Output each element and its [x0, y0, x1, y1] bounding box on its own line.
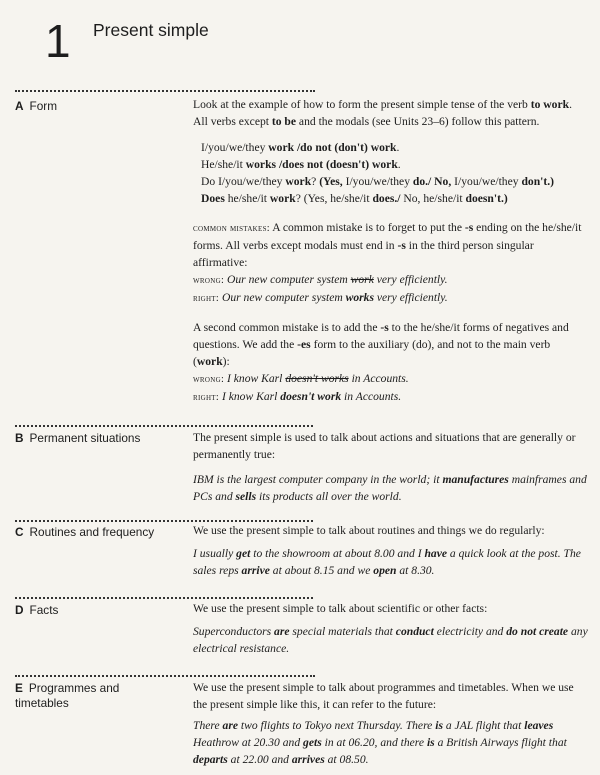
text-run: wrong:: [193, 374, 225, 385]
text-run: work /do not (don't) work: [268, 141, 397, 154]
section-a-body: [193, 96, 588, 406]
text-run: is: [426, 736, 435, 749]
text-run: .: [397, 158, 401, 171]
form-line: [201, 139, 588, 156]
text-run: right:: [193, 293, 220, 304]
text-run: do./ No,: [412, 175, 452, 188]
section-example: [193, 471, 588, 505]
text-run: are: [222, 719, 238, 732]
text-run: wrong:: [193, 275, 225, 286]
text-run: work: [350, 273, 374, 286]
section-b-body: [193, 429, 588, 505]
text-run: The present simple is used to talk about actions and situations that are generally or permanently true:: [193, 431, 576, 461]
text-run: to the he/she/it forms of negatives and questions. We add the: [193, 321, 569, 351]
text-run: its products all over the world.: [256, 490, 402, 503]
text-run: any electrical resistance.: [193, 625, 588, 655]
text-run: He/she/it: [201, 158, 246, 171]
text-run: -es: [297, 338, 311, 351]
form-line: [201, 173, 588, 190]
section-label-e: E Programmes and timetables: [15, 681, 120, 710]
section-text: [193, 522, 588, 539]
text-run: get: [236, 547, 251, 560]
text-run: manufactures: [442, 473, 509, 486]
text-run: Do: [201, 175, 216, 188]
form-patterns: [193, 139, 588, 207]
section-divider: [15, 90, 315, 92]
text-run: works /does not (doesn't) work: [245, 158, 398, 171]
section-example: [193, 717, 588, 768]
text-run: doesn't work: [280, 390, 342, 403]
text-run: doesn't.): [465, 192, 508, 205]
text-run: I/you/we/they: [201, 141, 269, 154]
section-label-a: A Form: [15, 99, 58, 113]
text-run: -s: [380, 321, 389, 334]
text-run: ? (Yes, he/she/it: [295, 192, 373, 205]
text-run: mainframes and PCs and: [193, 473, 587, 503]
section-label-c: C Routines and frequency: [15, 525, 155, 539]
text-run: have: [424, 547, 447, 560]
text-run: leaves: [524, 719, 554, 732]
text-run: very efficiently.: [373, 273, 448, 286]
text-run: Look at the example of how to form the present simple tense of the verb: [193, 98, 531, 111]
text-run: electricity and: [433, 625, 507, 638]
section-text: [193, 429, 588, 463]
text-run: at 22.00 and: [227, 753, 292, 766]
text-run: form to the auxiliary (do), and not to the main verb (: [193, 338, 551, 368]
text-run: We use the present simple to talk about scientific or other facts:: [193, 602, 488, 615]
text-run: IBM is the largest computer company in the world; it: [193, 473, 443, 486]
text-run: two flights to Tokyo next Thursday. There: [238, 719, 436, 732]
section-divider: [15, 597, 313, 599]
text-run: .: [396, 141, 400, 154]
text-run: at about 8.15 and we: [269, 564, 374, 577]
text-run: Heathrow at 20.30 and: [193, 736, 304, 749]
text-run: I/you/we/they: [451, 175, 522, 188]
text-run: in Accounts.: [341, 390, 402, 403]
text-run: sells: [235, 490, 257, 503]
common-mistake-note: [193, 219, 588, 271]
text-run: conduct: [395, 625, 434, 638]
second-mistake-note: [193, 319, 588, 370]
text-run: don't.): [521, 175, 554, 188]
section-c-body: [193, 522, 588, 579]
wrong-example: [193, 271, 588, 289]
section-example: [193, 545, 588, 579]
text-run: No, he/she/it: [400, 192, 466, 205]
text-run: departs: [193, 753, 228, 766]
text-run: (Yes,: [319, 175, 343, 188]
text-run: and the modals (see Units 23–6) follow this pattern.: [296, 115, 540, 128]
text-run: We use the present simple to talk about routines and things we do regularly:: [193, 524, 545, 537]
text-run: to the showroom at about 8.00 and I: [250, 547, 425, 560]
section-example: [193, 623, 588, 657]
text-run: ?: [311, 175, 320, 188]
right-example: [193, 289, 588, 307]
text-run: We use the present simple to talk about programmes and timetables. When we use the present simple like this, it can refer to the future:: [193, 681, 574, 711]
text-run: work: [196, 355, 223, 368]
text-run: very efficiently.: [373, 291, 448, 304]
text-run: A common mistake is to forget to put the: [269, 221, 465, 234]
text-run: right:: [193, 392, 220, 403]
text-run: A second common mistake is to add the: [193, 321, 381, 334]
text-run: . All verbs except: [193, 98, 572, 128]
text-run: Our new computer system: [219, 291, 346, 304]
section-divider: [15, 425, 313, 427]
text-run: a JAL flight that: [442, 719, 525, 732]
text-run: I/you/we/they: [342, 175, 413, 188]
section-label-b: B Permanent situations: [15, 431, 141, 445]
text-run: are: [274, 625, 290, 638]
text-run: at 8.30.: [396, 564, 435, 577]
section-d-body: [193, 600, 588, 657]
text-run: Does: [201, 192, 225, 205]
text-run: Our new computer system: [224, 273, 351, 286]
text-run: to work: [530, 98, 570, 111]
text-run: I/you/we/they: [215, 175, 286, 188]
text-run: work: [285, 175, 312, 188]
text-run: he/she/it: [224, 192, 270, 205]
text-run: arrives: [291, 753, 325, 766]
text-run: There: [193, 719, 223, 732]
text-run: common mistakes:: [193, 223, 270, 234]
form-line: [201, 156, 588, 173]
text-run: open: [373, 564, 397, 577]
text-run: in Accounts.: [348, 372, 409, 385]
text-run: a quick look at the post. The sales reps: [193, 547, 581, 577]
section-divider: [15, 675, 315, 677]
form-intro: [193, 96, 588, 130]
section-text: [193, 679, 588, 713]
text-run: a British Airways flight that: [434, 736, 567, 749]
text-run: in the third person singular affirmative:: [193, 239, 534, 269]
text-run: I usually: [193, 547, 237, 560]
text-run: ):: [222, 355, 230, 368]
text-run: do not create: [506, 625, 569, 638]
section-text: [193, 600, 588, 617]
text-run: gets: [303, 736, 322, 749]
wrong-example: [193, 370, 588, 388]
text-run: arrive: [241, 564, 270, 577]
text-run: Superconductors: [193, 625, 275, 638]
text-run: at 08.50.: [324, 753, 369, 766]
text-run: is: [435, 719, 443, 732]
text-run: -s: [397, 239, 406, 252]
text-run: doesn't works: [285, 372, 349, 385]
section-label-d: D Facts: [15, 603, 59, 617]
text-run: works: [345, 291, 374, 304]
unit-number: 1: [45, 15, 71, 67]
text-run: in at 06.20, and there: [321, 736, 427, 749]
text-run: work: [269, 192, 296, 205]
text-run: to be: [271, 115, 297, 128]
right-example: [193, 388, 588, 406]
text-run: -s: [464, 221, 474, 234]
page-title: Present simple: [93, 20, 209, 40]
text-run: special materials that: [289, 625, 396, 638]
form-line: [201, 190, 588, 207]
text-run: I know Karl: [219, 390, 281, 403]
section-e-body: [193, 679, 588, 768]
text-run: does./: [372, 192, 401, 205]
text-run: I know Karl: [224, 372, 286, 385]
text-run: ending on the he/she/it forms. All verbs except modals must end in: [193, 221, 582, 252]
